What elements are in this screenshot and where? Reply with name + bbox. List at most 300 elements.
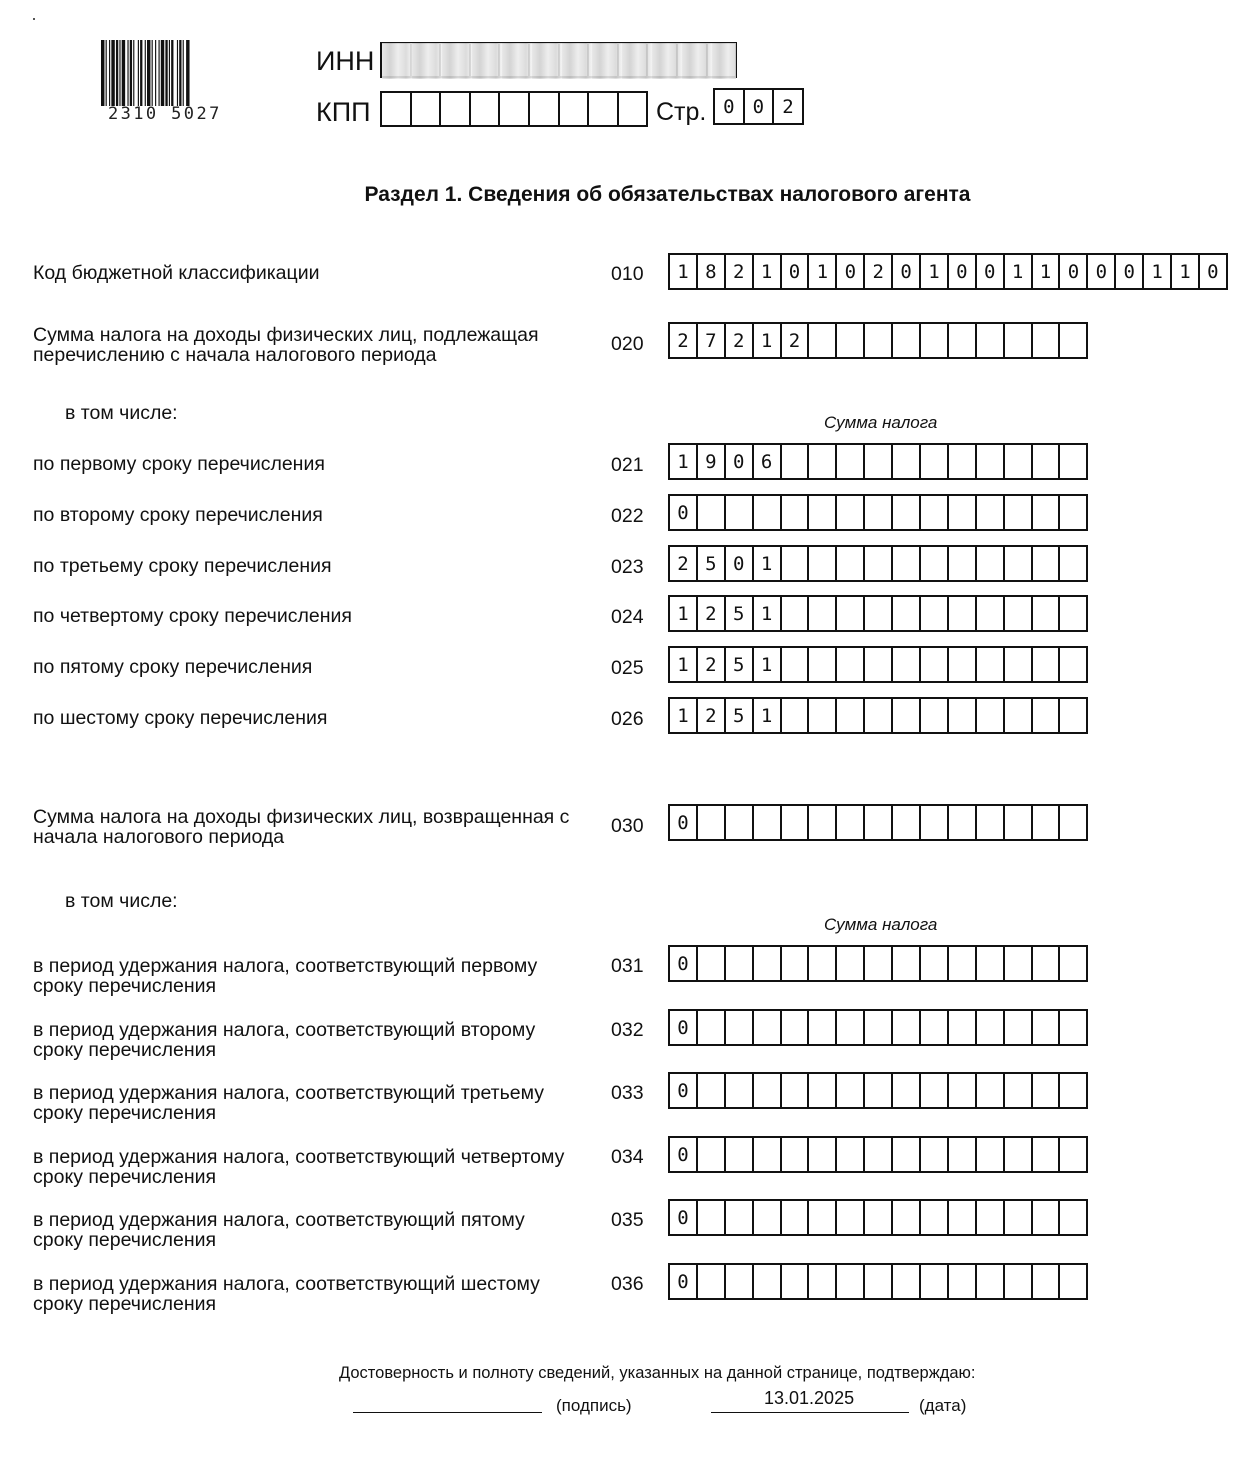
- digit-cell[interactable]: 2: [698, 699, 726, 732]
- digit-cell[interactable]: [921, 1138, 949, 1171]
- digit-cell[interactable]: [782, 648, 810, 681]
- digit-cell[interactable]: [726, 806, 754, 839]
- digit-cell[interactable]: [698, 496, 726, 529]
- digit-cell[interactable]: [865, 806, 893, 839]
- return-term-cells: [668, 1199, 1088, 1236]
- digit-cell[interactable]: [893, 1201, 921, 1234]
- digit-cell[interactable]: [837, 1074, 865, 1107]
- return-term-label: [33, 1083, 603, 1123]
- digit-cell[interactable]: 1: [1172, 255, 1200, 288]
- digit-cell[interactable]: [837, 1265, 865, 1298]
- digit-cell[interactable]: 7: [698, 324, 726, 357]
- digit-cell[interactable]: [1005, 1011, 1033, 1044]
- digit-cell[interactable]: [893, 324, 921, 357]
- due-term-cells: [668, 494, 1088, 531]
- digit-cell[interactable]: 1: [754, 699, 782, 732]
- digit-cell[interactable]: 2: [726, 255, 754, 288]
- digit-cell[interactable]: [1005, 496, 1033, 529]
- digit-cell[interactable]: 1: [1144, 255, 1172, 288]
- digit-cell[interactable]: [726, 1265, 754, 1298]
- digit-cell[interactable]: [471, 93, 501, 125]
- digit-cell[interactable]: 8: [698, 255, 726, 288]
- digit-cell[interactable]: [1060, 1201, 1088, 1234]
- digit-cell[interactable]: [782, 1074, 810, 1107]
- digit-cell[interactable]: [1033, 1011, 1061, 1044]
- digit-cell[interactable]: [412, 93, 442, 125]
- digit-cell[interactable]: [500, 93, 530, 125]
- digit-cell[interactable]: [1033, 1138, 1061, 1171]
- digit-cell[interactable]: [865, 699, 893, 732]
- digit-cell[interactable]: [921, 1201, 949, 1234]
- due-term-cells: [668, 545, 1088, 582]
- digit-cell[interactable]: 1: [1033, 255, 1061, 288]
- digit-cell[interactable]: [837, 648, 865, 681]
- digit-cell[interactable]: [921, 496, 949, 529]
- digit-cell[interactable]: [949, 648, 977, 681]
- date-line[interactable]: [711, 1412, 909, 1413]
- digit-cell[interactable]: 0: [782, 255, 810, 288]
- digit-cell[interactable]: [1033, 445, 1061, 478]
- digit-cell[interactable]: 2: [726, 324, 754, 357]
- digit-cell[interactable]: 1: [670, 648, 698, 681]
- digit-cell[interactable]: [754, 806, 782, 839]
- digit-cell[interactable]: [865, 1011, 893, 1044]
- digit-cell[interactable]: 2: [698, 597, 726, 630]
- digit-cell[interactable]: [865, 324, 893, 357]
- digit-cell[interactable]: [1005, 597, 1033, 630]
- inn-label: ИНН: [316, 46, 375, 76]
- digit-cell[interactable]: 0: [726, 547, 754, 580]
- digit-cell[interactable]: [865, 947, 893, 980]
- digit-cell[interactable]: [837, 324, 865, 357]
- digit-cell[interactable]: [698, 1011, 726, 1044]
- digit-cell[interactable]: [893, 1011, 921, 1044]
- digit-cell[interactable]: [893, 445, 921, 478]
- digit-cell[interactable]: [698, 806, 726, 839]
- barcode-icon: [100, 40, 245, 106]
- digit-cell[interactable]: [921, 445, 949, 478]
- digit-cell[interactable]: [726, 1074, 754, 1107]
- digit-cell[interactable]: 2: [670, 324, 698, 357]
- return-term-cells: [668, 1072, 1088, 1109]
- digit-cell[interactable]: [782, 947, 810, 980]
- digit-cell[interactable]: [949, 324, 977, 357]
- digit-cell[interactable]: [382, 93, 412, 125]
- digit-cell[interactable]: [949, 597, 977, 630]
- due-term-cells: [668, 646, 1088, 683]
- digit-cell[interactable]: [782, 1138, 810, 1171]
- digit-cell[interactable]: [1033, 597, 1061, 630]
- due-term-code: 024: [611, 606, 644, 628]
- digit-cell[interactable]: 0: [670, 496, 698, 529]
- digit-cell[interactable]: [619, 93, 649, 125]
- digit-cell[interactable]: [1060, 1265, 1088, 1298]
- including-label-2: в том числе:: [65, 890, 178, 912]
- digit-cell[interactable]: [782, 699, 810, 732]
- digit-cell[interactable]: [977, 597, 1005, 630]
- digit-cell[interactable]: [977, 496, 1005, 529]
- digit-cell[interactable]: [1033, 496, 1061, 529]
- digit-cell[interactable]: 1: [754, 597, 782, 630]
- digit-cell[interactable]: [837, 496, 865, 529]
- digit-cell[interactable]: [782, 445, 810, 478]
- digit-cell[interactable]: 0: [670, 947, 698, 980]
- digit-cell[interactable]: 0: [949, 255, 977, 288]
- digit-cell[interactable]: [1033, 1265, 1061, 1298]
- digit-cell[interactable]: [977, 947, 1005, 980]
- tax-due-label: [33, 325, 603, 365]
- digit-cell[interactable]: 2: [774, 90, 804, 123]
- barcode-number: 2310 5027: [108, 104, 222, 124]
- digit-cell[interactable]: [754, 947, 782, 980]
- digit-cell[interactable]: [754, 496, 782, 529]
- barcode: [100, 40, 245, 122]
- digit-cell[interactable]: 0: [726, 445, 754, 478]
- digit-cell[interactable]: 1: [1005, 255, 1033, 288]
- digit-cell[interactable]: [809, 1011, 837, 1044]
- digit-cell[interactable]: [726, 947, 754, 980]
- digit-cell[interactable]: 0: [670, 1011, 698, 1044]
- digit-cell[interactable]: 0: [715, 90, 745, 123]
- digit-cell[interactable]: 1: [754, 324, 782, 357]
- digit-cell[interactable]: [893, 597, 921, 630]
- digit-cell[interactable]: [921, 1265, 949, 1298]
- digit-cell[interactable]: [809, 947, 837, 980]
- digit-cell[interactable]: 2: [698, 648, 726, 681]
- digit-cell[interactable]: [837, 947, 865, 980]
- return-term-code: 034: [611, 1146, 644, 1168]
- digit-cell[interactable]: [1060, 1011, 1088, 1044]
- digit-cell[interactable]: [893, 1138, 921, 1171]
- return-term-code: 032: [611, 1019, 644, 1041]
- digit-cell[interactable]: [754, 1201, 782, 1234]
- digit-cell[interactable]: 0: [837, 255, 865, 288]
- return-term-label: [33, 1210, 603, 1250]
- digit-cell[interactable]: [921, 324, 949, 357]
- digit-cell[interactable]: [589, 93, 619, 125]
- digit-cell[interactable]: [1005, 1265, 1033, 1298]
- digit-cell[interactable]: [698, 947, 726, 980]
- digit-cell[interactable]: [1005, 699, 1033, 732]
- kbk-cells: [668, 253, 1228, 290]
- digit-cell[interactable]: [977, 445, 1005, 478]
- digit-cell[interactable]: [921, 699, 949, 732]
- digit-cell[interactable]: 0: [670, 806, 698, 839]
- return-term-label-line1: в период удержания налога, соответствующий второму: [33, 1019, 536, 1041]
- digit-cell[interactable]: [921, 806, 949, 839]
- digit-cell[interactable]: [809, 445, 837, 478]
- tax-returned-label-line1: Сумма налога на доходы физических лиц, возвращенная с: [33, 806, 570, 828]
- digit-cell[interactable]: [1005, 547, 1033, 580]
- due-term-code: 026: [611, 708, 644, 730]
- digit-cell[interactable]: 1: [809, 255, 837, 288]
- digit-cell[interactable]: [921, 947, 949, 980]
- due-term-code: 025: [611, 657, 644, 679]
- digit-cell[interactable]: [865, 445, 893, 478]
- digit-cell[interactable]: 0: [670, 1074, 698, 1107]
- return-term-label: [33, 956, 603, 996]
- digit-cell[interactable]: [977, 648, 1005, 681]
- digit-cell[interactable]: [1033, 324, 1061, 357]
- due-term-label: по первому сроку перечисления: [33, 453, 325, 475]
- digit-cell[interactable]: [865, 1265, 893, 1298]
- due-term-cells: [668, 697, 1088, 734]
- inn-redaction: [382, 43, 736, 79]
- digit-cell[interactable]: [754, 1011, 782, 1044]
- digit-cell[interactable]: [949, 1074, 977, 1107]
- digit-cell[interactable]: 1: [670, 445, 698, 478]
- digit-cell[interactable]: [726, 1201, 754, 1234]
- digit-cell[interactable]: [921, 597, 949, 630]
- digit-cell[interactable]: [1033, 1074, 1061, 1107]
- digit-cell[interactable]: 9: [698, 445, 726, 478]
- digit-cell[interactable]: 0: [1060, 255, 1088, 288]
- digit-cell[interactable]: [865, 597, 893, 630]
- digit-cell[interactable]: 0: [1200, 255, 1228, 288]
- digit-cell[interactable]: 5: [726, 648, 754, 681]
- digit-cell[interactable]: [1005, 947, 1033, 980]
- section-title: Раздел 1. Сведения об обязательствах налогового агента: [364, 183, 971, 206]
- tax-returned-cells: [668, 804, 1088, 841]
- digit-cell[interactable]: 0: [670, 1201, 698, 1234]
- digit-cell[interactable]: [921, 1074, 949, 1107]
- digit-cell[interactable]: 6: [754, 445, 782, 478]
- tax-due-label-line2: перечислению с начала налогового периода: [33, 344, 437, 366]
- return-term-label-line1: в период удержания налога, соответствующий первому: [33, 955, 538, 977]
- digit-cell[interactable]: 1: [670, 699, 698, 732]
- digit-cell[interactable]: [1005, 648, 1033, 681]
- digit-cell[interactable]: [809, 1201, 837, 1234]
- return-term-label-line2: сроку перечисления: [33, 1102, 217, 1124]
- kbk-code: 010: [611, 263, 644, 285]
- digit-cell[interactable]: [977, 1201, 1005, 1234]
- digit-cell[interactable]: [865, 1138, 893, 1171]
- digit-cell[interactable]: 0: [1116, 255, 1144, 288]
- page-label: Стр.: [656, 98, 707, 126]
- digit-cell[interactable]: [754, 1265, 782, 1298]
- digit-cell[interactable]: [1033, 947, 1061, 980]
- digit-cell[interactable]: 1: [921, 255, 949, 288]
- return-term-cells: [668, 945, 1088, 982]
- confirmation-text: Достоверность и полноту сведений, указанных на данной странице, подтверждаю:: [339, 1364, 976, 1382]
- digit-cell[interactable]: [809, 806, 837, 839]
- digit-cell[interactable]: [893, 496, 921, 529]
- digit-cell[interactable]: [949, 496, 977, 529]
- digit-cell[interactable]: 2: [670, 547, 698, 580]
- digit-cell[interactable]: [837, 1011, 865, 1044]
- return-term-label-line1: в период удержания налога, соответствующий пятому: [33, 1209, 525, 1231]
- digit-cell[interactable]: [921, 648, 949, 681]
- digit-cell[interactable]: [1060, 496, 1088, 529]
- digit-cell[interactable]: [949, 445, 977, 478]
- digit-cell[interactable]: [949, 547, 977, 580]
- digit-cell[interactable]: 0: [670, 1265, 698, 1298]
- digit-cell[interactable]: [754, 1074, 782, 1107]
- digit-cell[interactable]: [726, 496, 754, 529]
- digit-cell[interactable]: [809, 1074, 837, 1107]
- digit-cell[interactable]: [977, 1138, 1005, 1171]
- signature-line[interactable]: [353, 1412, 542, 1413]
- digit-cell[interactable]: 0: [977, 255, 1005, 288]
- digit-cell[interactable]: [949, 1138, 977, 1171]
- digit-cell[interactable]: [1005, 806, 1033, 839]
- digit-cell[interactable]: 1: [670, 597, 698, 630]
- digit-cell[interactable]: [809, 324, 837, 357]
- digit-cell[interactable]: [809, 496, 837, 529]
- digit-cell[interactable]: [1033, 648, 1061, 681]
- return-term-label-line2: сроку перечисления: [33, 1229, 217, 1251]
- digit-cell[interactable]: [698, 1138, 726, 1171]
- signature-label: (подпись): [556, 1396, 632, 1415]
- digit-cell[interactable]: [1033, 806, 1061, 839]
- digit-cell[interactable]: [949, 947, 977, 980]
- digit-cell[interactable]: [782, 1265, 810, 1298]
- digit-cell[interactable]: [809, 1265, 837, 1298]
- digit-cell[interactable]: [949, 1201, 977, 1234]
- digit-cell[interactable]: [1060, 324, 1088, 357]
- digit-cell[interactable]: [782, 1011, 810, 1044]
- digit-cell[interactable]: [1005, 1138, 1033, 1171]
- digit-cell[interactable]: [949, 1265, 977, 1298]
- digit-cell[interactable]: [977, 324, 1005, 357]
- digit-cell[interactable]: [809, 547, 837, 580]
- digit-cell[interactable]: 5: [726, 597, 754, 630]
- digit-cell[interactable]: 5: [698, 547, 726, 580]
- due-term-label: по пятому сроку перечисления: [33, 656, 313, 678]
- digit-cell[interactable]: 1: [754, 255, 782, 288]
- digit-cell[interactable]: [893, 806, 921, 839]
- digit-cell[interactable]: [893, 947, 921, 980]
- digit-cell[interactable]: 2: [865, 255, 893, 288]
- return-term-code: 031: [611, 955, 644, 977]
- digit-cell[interactable]: [1060, 547, 1088, 580]
- digit-cell[interactable]: [782, 496, 810, 529]
- digit-cell[interactable]: [809, 597, 837, 630]
- digit-cell[interactable]: [726, 1011, 754, 1044]
- digit-cell[interactable]: [1033, 1201, 1061, 1234]
- digit-cell[interactable]: [1060, 1138, 1088, 1171]
- digit-cell[interactable]: 0: [745, 90, 775, 123]
- digit-cell[interactable]: 0: [670, 1138, 698, 1171]
- digit-cell[interactable]: [865, 1074, 893, 1107]
- digit-cell[interactable]: [837, 445, 865, 478]
- digit-cell[interactable]: [1060, 597, 1088, 630]
- digit-cell[interactable]: [837, 597, 865, 630]
- digit-cell[interactable]: [977, 547, 1005, 580]
- digit-cell[interactable]: [977, 1011, 1005, 1044]
- digit-cell[interactable]: [1033, 547, 1061, 580]
- digit-cell[interactable]: [1005, 445, 1033, 478]
- digit-cell[interactable]: [893, 699, 921, 732]
- return-term-code: 035: [611, 1209, 644, 1231]
- return-term-label-line1: в период удержания налога, соответствующий третьему: [33, 1082, 544, 1104]
- digit-cell[interactable]: [921, 547, 949, 580]
- digit-cell[interactable]: [837, 547, 865, 580]
- return-term-cells: [668, 1263, 1088, 1300]
- due-term-label: по третьему сроку перечисления: [33, 555, 332, 577]
- digit-cell[interactable]: [1005, 324, 1033, 357]
- digit-cell[interactable]: 2: [782, 324, 810, 357]
- digit-cell[interactable]: [865, 1201, 893, 1234]
- digit-cell[interactable]: [1060, 806, 1088, 839]
- digit-cell[interactable]: [698, 1074, 726, 1107]
- digit-cell[interactable]: [837, 806, 865, 839]
- digit-cell[interactable]: [1005, 1074, 1033, 1107]
- return-term-cells: [668, 1136, 1088, 1173]
- digit-cell[interactable]: [782, 806, 810, 839]
- digit-cell[interactable]: [837, 1201, 865, 1234]
- digit-cell[interactable]: [560, 93, 590, 125]
- digit-cell[interactable]: 1: [754, 547, 782, 580]
- digit-cell[interactable]: [865, 496, 893, 529]
- digit-cell[interactable]: [1060, 699, 1088, 732]
- digit-cell[interactable]: [893, 547, 921, 580]
- digit-cell[interactable]: [893, 1265, 921, 1298]
- sum-caption-2: Сумма налога: [824, 915, 938, 934]
- digit-cell[interactable]: [837, 1138, 865, 1171]
- digit-cell[interactable]: [441, 93, 471, 125]
- digit-cell[interactable]: 1: [754, 648, 782, 681]
- digit-cell[interactable]: [865, 648, 893, 681]
- digit-cell[interactable]: [893, 648, 921, 681]
- digit-cell[interactable]: 0: [893, 255, 921, 288]
- digit-cell[interactable]: [949, 699, 977, 732]
- digit-cell[interactable]: [782, 547, 810, 580]
- digit-cell[interactable]: [977, 699, 1005, 732]
- digit-cell[interactable]: [921, 1011, 949, 1044]
- digit-cell[interactable]: [977, 1074, 1005, 1107]
- due-term-code: 022: [611, 505, 644, 527]
- return-term-label: [33, 1020, 603, 1060]
- digit-cell[interactable]: [809, 1138, 837, 1171]
- digit-cell[interactable]: [809, 699, 837, 732]
- digit-cell[interactable]: [726, 1138, 754, 1171]
- due-term-code: 021: [611, 454, 644, 476]
- digit-cell[interactable]: [782, 1201, 810, 1234]
- tax-returned-label: [33, 807, 603, 847]
- digit-cell[interactable]: 1: [670, 255, 698, 288]
- due-term-label: по шестому сроку перечисления: [33, 707, 328, 729]
- return-term-code: 033: [611, 1082, 644, 1104]
- digit-cell[interactable]: [1060, 1074, 1088, 1107]
- tax-due-label-line1: Сумма налога на доходы физических лиц, подлежащая: [33, 324, 539, 346]
- page-number-cells: [713, 88, 804, 125]
- digit-cell[interactable]: [530, 93, 560, 125]
- digit-cell[interactable]: [698, 1201, 726, 1234]
- digit-cell[interactable]: [949, 806, 977, 839]
- digit-cell[interactable]: [977, 1265, 1005, 1298]
- digit-cell[interactable]: [949, 1011, 977, 1044]
- digit-cell[interactable]: 5: [726, 699, 754, 732]
- date-value: 13.01.2025: [764, 1388, 855, 1408]
- digit-cell[interactable]: [837, 699, 865, 732]
- digit-cell[interactable]: [1060, 947, 1088, 980]
- digit-cell[interactable]: [865, 547, 893, 580]
- digit-cell[interactable]: [698, 1265, 726, 1298]
- digit-cell[interactable]: [782, 597, 810, 630]
- digit-cell[interactable]: [977, 806, 1005, 839]
- digit-cell[interactable]: [1060, 445, 1088, 478]
- digit-cell[interactable]: [809, 648, 837, 681]
- digit-cell[interactable]: [754, 1138, 782, 1171]
- digit-cell[interactable]: [1005, 1201, 1033, 1234]
- digit-cell[interactable]: [1060, 648, 1088, 681]
- digit-cell[interactable]: [1033, 699, 1061, 732]
- digit-cell[interactable]: 0: [1088, 255, 1116, 288]
- digit-cell[interactable]: [893, 1074, 921, 1107]
- tax-due-code: 020: [611, 333, 644, 355]
- kbk-label: Код бюджетной классификации: [33, 262, 320, 284]
